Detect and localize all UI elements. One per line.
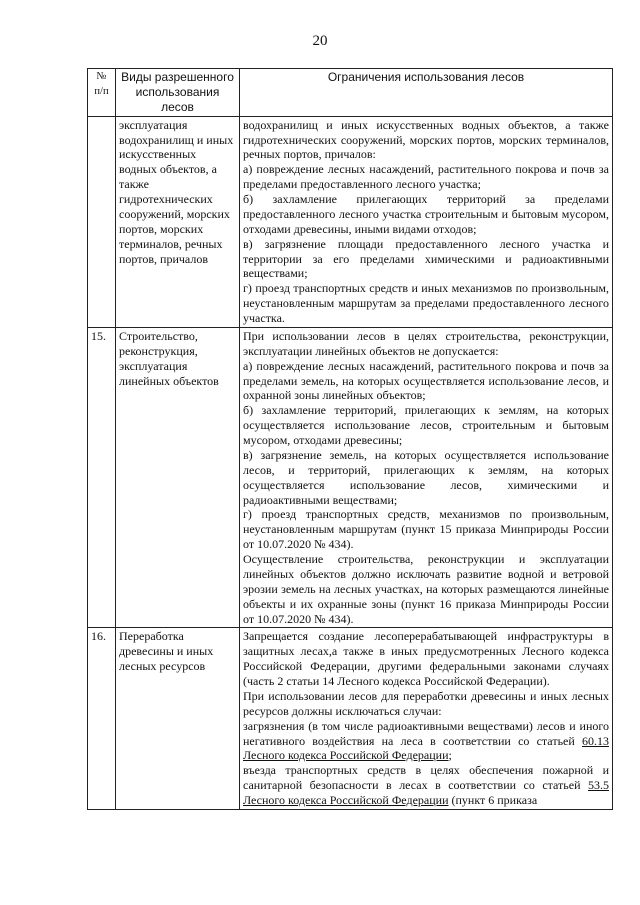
- row-number: [88, 116, 116, 327]
- table-row: [88, 327, 613, 628]
- restriction-paragraph: б) захламление территорий, прилегающих к землям, на которых осуществляется использование лесов, строительным и бытовым мусором, отходами древесины;: [243, 403, 609, 447]
- restriction-paragraph: При использовании лесов в целях строительства, реконструкции, эксплуатации линейных объектов не допускается:: [243, 328, 609, 358]
- row-restrictions: [240, 628, 613, 810]
- header-number-abbr: п/п: [94, 85, 109, 97]
- page-number: 20: [312, 33, 328, 49]
- restriction-paragraph: Запрещается создание лесоперерабатывающей инфраструктуры в защитных лесах,а также в иных предусмотренных Лесного кодекса Российской Федерации, другими федеральными законами случаях (часть 2 статьи 14 Лесного кодекса Российской Федерации).: [243, 629, 609, 688]
- restriction-paragraph: б) захламление прилегающих территорий за пределами предоставленного лесного участка строительным и бытовым мусором, отходами древесины, иными видами отходов;: [243, 192, 609, 236]
- restriction-paragraph: При использовании лесов для переработки древесины и иных лесных ресурсов должны исключаться случаи:: [243, 688, 609, 718]
- law-reference-link[interactable]: 60.13 Лесного кодекса Российской Федерации: [243, 733, 609, 763]
- table-row: [88, 116, 613, 327]
- restriction-paragraph: [243, 763, 609, 808]
- restrictions-table: [87, 68, 613, 810]
- header-number: [88, 69, 116, 117]
- restriction-paragraph: в) загрязнение площади предоставленного лесного участка и территории за его пределами химическими и радиоактивными веществами;: [243, 236, 609, 281]
- restriction-paragraph: г) проезд транспортных средств и иных механизмов по произвольным, неустановленным маршрутам за пределами предоставленного лесного участка.: [243, 281, 609, 325]
- paragraph-text: (пункт 6 приказа: [448, 793, 538, 807]
- restriction-paragraph: водохранилищ и иных искусственных водных объектов, а также гидротехнических сооружений, морских портов, морских терминалов, речных портов, причалов:: [243, 117, 609, 162]
- header-number-sign: №: [96, 71, 107, 82]
- paragraph-text: загрязнения (в том числе радиоактивными веществами) лесов и иного негативного воздействия на леса в соответствии со статьей: [243, 718, 609, 748]
- paragraph-text: ;: [448, 748, 452, 763]
- row-number: 16.: [88, 628, 116, 810]
- restriction-paragraph: а) повреждение лесных насаждений, растительного покрова и почв за пределами предоставленного лесного участка;: [243, 162, 609, 192]
- paragraph-text: въезда транспортных средств в целях обеспечения пожарной и санитарной безопасности в лесах в соответствии со статьей: [243, 763, 609, 793]
- restriction-paragraph: в) загрязнение земель, на которых осуществляется использование лесов, и территорий, прилегающих к землям, на которых осуществляется использование лесов, химическими и радиоактивными веществами;: [243, 447, 609, 507]
- table-row: [88, 628, 613, 810]
- row-type: эксплуатация водохранилищ и иных искусственных водных объектов, а также гидротехнических сооружений, морских портов, морских терминалов, речных портов, причалов: [116, 116, 240, 327]
- row-type: Переработка древесины и иных лесных ресурсов: [116, 628, 240, 810]
- row-restrictions: [240, 116, 613, 327]
- header-type: Виды разрешенного использования лесов: [116, 69, 240, 117]
- row-number: 15.: [88, 327, 116, 628]
- restriction-paragraph: Осуществление строительства, реконструкции и эксплуатации линейных объектов должно исключать развитие водной и ветровой эрозии земель на лесных участках, на которых размещаются линейные объекты и их охранные зоны (пункт 16 приказа Минприроды России от 10.07.2020 № 434).: [243, 552, 609, 626]
- header-restrictions: Ограничения использования лесов: [240, 69, 613, 117]
- law-reference-link[interactable]: 53.5 Лесного кодекса Российской Федерации: [243, 778, 609, 807]
- restriction-paragraph: г) проезд транспортных средств, механизмов по произвольным, неустановленным маршрутам (пункт 15 приказа Минприроды России от 10.07.2020 № 434).: [243, 507, 609, 552]
- restriction-paragraph: а) повреждение лесных насаждений, растительного покрова и почв за пределами земель, на которых осуществляется использование лесов, и охранной зоны линейных объектов;: [243, 358, 609, 403]
- row-restrictions: [240, 327, 613, 628]
- table-header-row: [88, 69, 613, 117]
- row-type: Строительство, реконструкция, эксплуатация линейных объектов: [116, 327, 240, 628]
- restriction-paragraph: [243, 719, 609, 764]
